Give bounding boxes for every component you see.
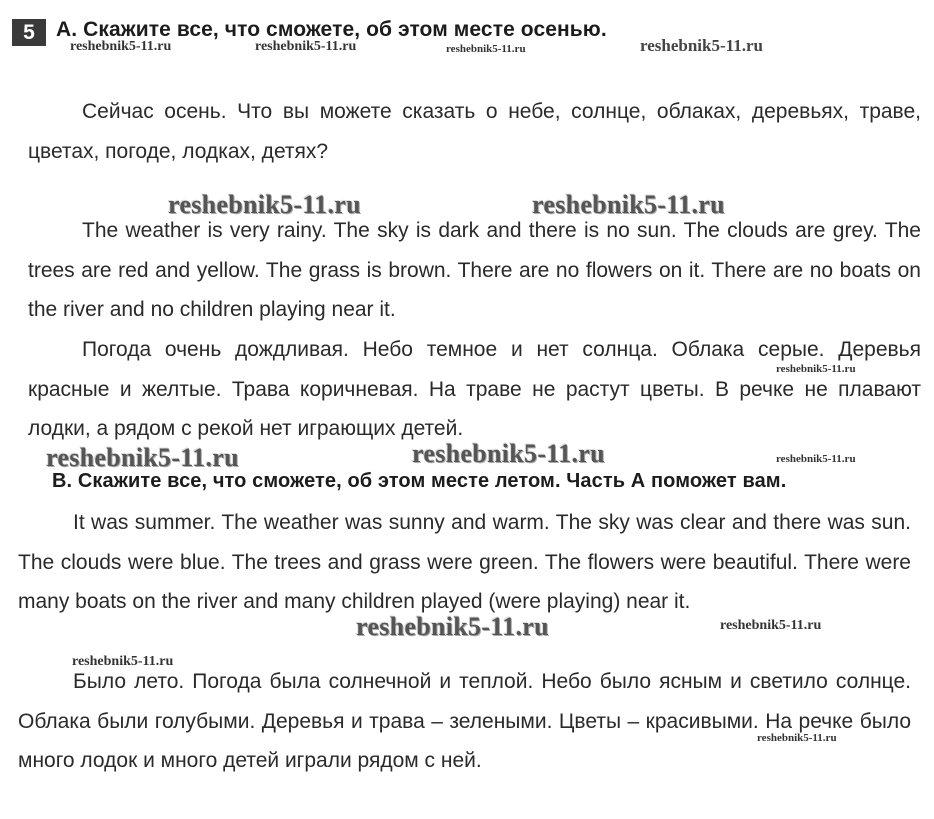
part-a-title: А. Скажите все, что сможете, об этом месте осенью.	[56, 18, 607, 41]
part-b-title: В. Скажите все, что сможете, об этом месте летом. Часть А поможет вам.	[52, 470, 787, 492]
watermark: reshebnik5-11.ru	[446, 43, 526, 55]
watermark: reshebnik5-11.ru	[720, 618, 822, 633]
watermark: reshebnik5-11.ru	[776, 453, 856, 465]
watermark: reshebnik5-11.ru	[255, 39, 357, 54]
watermark: reshebnik5-11.ru	[70, 39, 172, 54]
autumn-english-paragraph: The weather is very rainy. The sky is dark and there is no sun. The clouds are grey. The trees are red and yellow. The grass is brown. There are no flowers on it. There are no boats on the river and no children playing near it.	[28, 219, 921, 321]
watermark: reshebnik5-11.ru	[412, 439, 605, 468]
watermark: reshebnik5-11.ru	[356, 612, 549, 641]
watermark: reshebnik5-11.ru	[640, 36, 763, 55]
watermark: reshebnik5-11.ru	[168, 190, 361, 219]
watermark: reshebnik5-11.ru	[776, 363, 856, 375]
summer-english-paragraph: It was summer. The weather was sunny and warm. The sky was clear and there was sun. The clouds were blue. The trees and grass were green. The flowers were beautiful. There were many boats on the river and many children played (were playing) near it.	[18, 511, 911, 613]
autumn-question-paragraph: Сейчас осень. Что вы можете сказать о небе, солнце, облаках, деревьях, траве, цветах, погоде, лодках, детях?	[28, 100, 921, 163]
summer-russian-paragraph: Было лето. Погода была солнечной и теплой. Небо было ясным и светило солнце. Облака были голубыми. Деревья и трава – зелеными. Цветы – красивыми. На речке было много лодок и много детей играли рядом с ней.	[18, 670, 911, 772]
watermark: reshebnik5-11.ru	[532, 190, 725, 219]
exercise-number-badge: 5	[12, 19, 46, 46]
watermark: reshebnik5-11.ru	[757, 732, 837, 744]
watermark: reshebnik5-11.ru	[72, 654, 174, 669]
autumn-russian-paragraph: Погода очень дождливая. Небо темное и нет солнца. Облака серые. Деревья красные и желтые. Трава коричневая. На траве не растут цветы. В речке не плавают лодки, а рядом с рекой нет играющих детей.	[28, 338, 921, 440]
watermark: reshebnik5-11.ru	[46, 443, 239, 472]
